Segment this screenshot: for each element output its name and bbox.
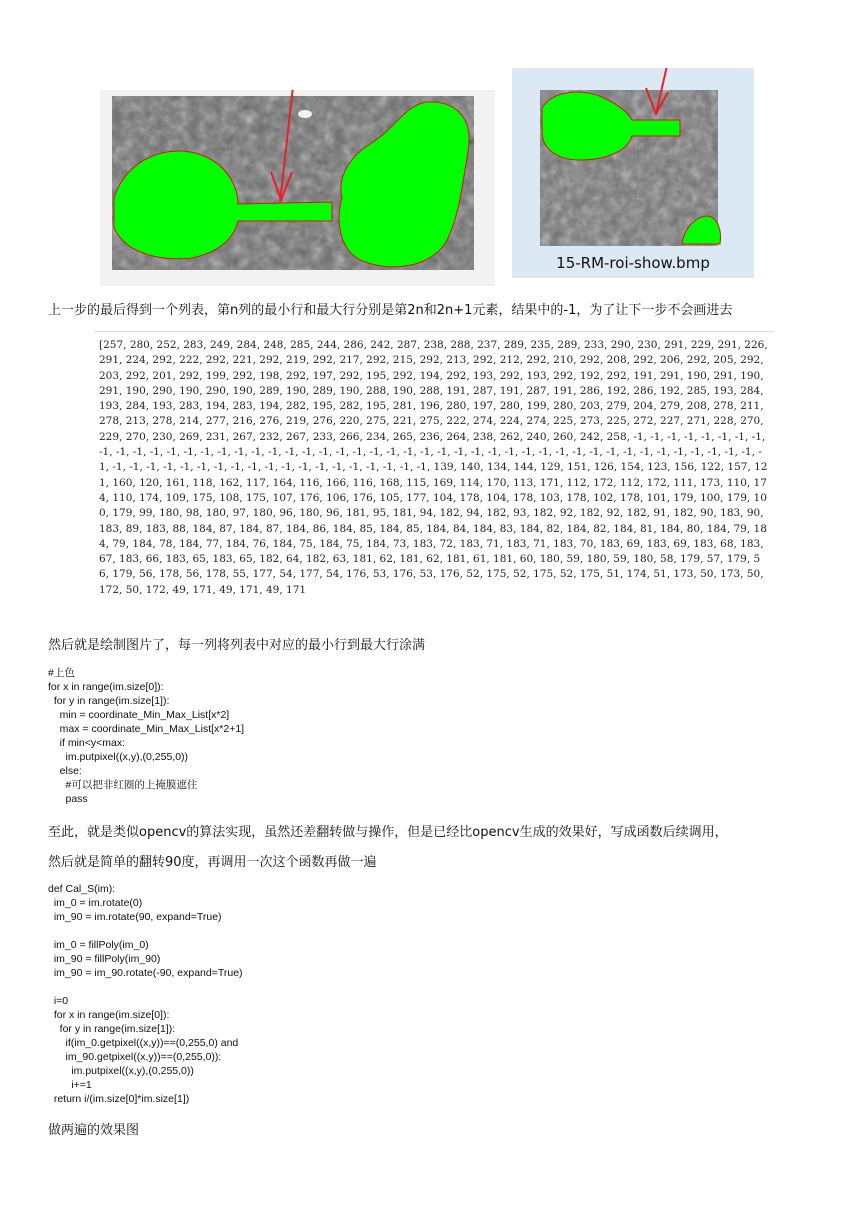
paragraph-draw-image: 然后就是绘制图片了，每一列将列表中对应的最小行到最大行涂满 — [48, 638, 426, 653]
paragraph-rotate: 然后就是简单的翻转90度，再调用一次这个函数再做一遍 — [48, 855, 377, 870]
left-roi-image — [100, 90, 495, 286]
paragraph-list-explanation: 上一步的最后得到一个列表，第n列的最小行和最大行分别是第2n和2n+1元素，结果中的-1，为了让下一步不会画进去 — [48, 303, 733, 318]
right-figure-caption: 15-RM-roi-show.bmp — [556, 254, 710, 272]
right-roi-image — [512, 68, 754, 254]
figure-right — [512, 68, 754, 278]
list-output-text: [257, 280, 252, 283, 249, 284, 248, 285, 244, 286, 242, 287, 238, 288, 237, 289, 235, 289, 233, 290, 230, 291, 229, 291, 226, 291, 224, 292, 222, 292, 221, 292, 219, 292, 217, 292, 215, 292, 213, 292, 212, 292, 210, 292, 208, 292, 206, 292, 205, 292, 203, 292, 201, 292, 199, 292, 198, 292, 197, 292, 195, 292, 194, 292, 193, 292, 193, 292, 192, 292, 191, 291, 190, 291, 190, 291, 190, 290, 190, 290, 190, 289, 190, 289, 190, 288, 190, 288, 191, 287, 191, 287, 191, 286, 192, 286, 192, 285, 193, 284, 193, 284, 193, 283, 194, 283, 194, 282, 195, 282, 195, 281, 196, 280, 197, 280, 199, 280, 203, 279, 204, 279, 208, 278, 211, 278, 213, 278, 214, 277, 216, 276, 219, 276, 220, 275, 221, 275, 222, 274, 224, 274, 225, 273, 225, 272, 227, 271, 228, 270, 229, 270, 230, 269, 231, 267, 232, 267, 233, 266, 234, 265, 236, 264, 238, 262, 240, 260, 242, 258, -1, -1, -1, -1, -1, -1, -1, -1, -1, -1, -1, -1, -1, -1, -1, -1, -1, -1, -1, -1, -1, -1, -1, -1, -1, -1, -1, -1, -1, -1, -1, -1, -1, -1, -1, -1, -1, -1, -1, -1, -1, -1, -1, -1, -1, -1, -1, -1, -1, -1, -1, -1, -1, -1, -1, -1, -1, -1, -1, -1, -1, -1, -1, -1, -1, -1, -1, 139, 140, 134, 144, 129, 151, 126, 154, 123, 156, 122, 157, 121, 160, 120, 161, 118, 162, 117, 164, 116, 166, 116, 168, 115, 169, 114, 170, 113, 171, 112, 172, 112, 172, 111, 173, 110, 174, 110, 174, 109, 175, 108, 175, 107, 176, 106, 176, 105, 177, 104, 178, 104, 178, 103, 178, 102, 178, 101, 179, 100, 179, 100, 179, 99, 180, 98, 180, 97, 180, 96, 180, 96, 181, 95, 181, 94, 182, 94, 182, 93, 182, 92, 182, 92, 182, 91, 182, 90, 183, 90, 183, 89, 183, 88, 184, 87, 184, 87, 184, 86, 184, 85, 184, 85, 184, 84, 184, 83, 184, 82, 184, 82, 184, 81, 184, 80, 184, 79, 184, 79, 184, 78, 184, 77, 184, 76, 184, 75, 184, 75, 184, 73, 183, 72, 183, 71, 183, 71, 183, 70, 183, 69, 183, 69, 183, 68, 183, 67, 183, 66, 183, 65, 183, 65, 182, 64, 182, 63, 181, 62, 181, 62, 181, 61, 181, 60, 180, 59, 180, 59, 180, 58, 179, 57, 179, 56, 179, 56, 178, 56, 178, 55, 177, 54, 177, 54, 176, 53, 176, 53, 176, 52, 175, 52, 175, 52, 175, 51, 174, 51, 173, 50, 173, 50, 172, 50, 172, 49, 171, 49, 171, 49, 171 — [99, 339, 768, 596]
paragraph-summary: 至此，就是类似opencv的算法实现，虽然还差翻转做与操作，但是已经比opencv生成的效果好，写成函数后续调用， — [48, 825, 728, 840]
paragraph-result: 做两遍的效果图 — [48, 1123, 140, 1138]
code-block-cal-s: def Cal_S(im): im_0 = im.rotate(0) im_90 = im.rotate(90, expand=True) im_0 = fillPoly(im_0) im_90 = fillPoly(im_90) im_90 = im_90.rotate(-90, expand=True) i=0 for x in range(im.size[0]): for y in range(im.size[1]): if(im_0.getpixel((x,y))==(0,255,0) and im_90.getpixel((x,y))==(0,255,0)): im.putpixel((x,y),(0,255,0)) i+=1 return i/(im.size[0]*im.size[1]) — [48, 883, 243, 1105]
figure-left — [100, 90, 495, 286]
list-output-box — [94, 331, 774, 623]
code-block-fill: #上色 for x in range(im.size[0]): for y in range(im.size[1]): min = coordinate_Min_Max_List[x*2] max = coordinate_Min_Max_List[x*2+1] if min<y<max: im.putpixel((x,y),(0,255,0)) else: #可以把非红圈的上掩膜遮住 pass — [48, 667, 245, 805]
